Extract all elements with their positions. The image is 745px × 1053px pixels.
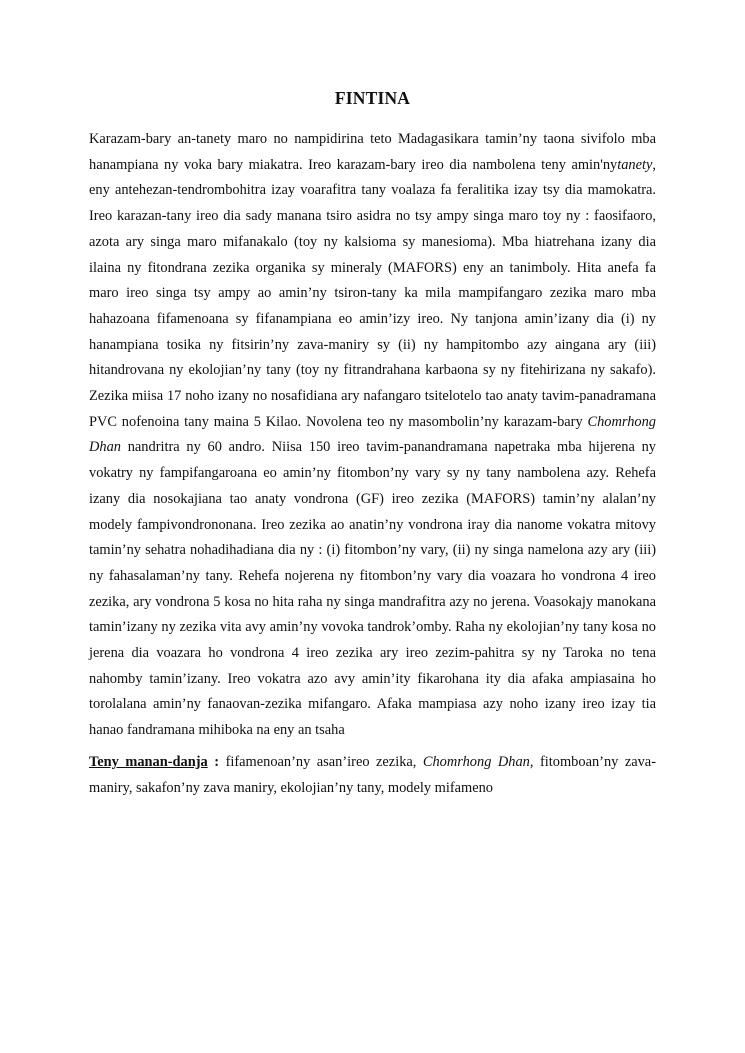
keywords-text-1: fifamenoan’ny asan’ireo zezika, [225, 753, 417, 770]
keywords-paragraph [89, 750, 656, 801]
abstract-italic-variety: Chomrhong Dhan [89, 413, 656, 456]
abstract-text-2: , eny antehezan-tendrombohitra izay voarafitra tany voalaza fa feralitika izay tsy dia mamokatra. Ireo karazan-tany ireo dia sady manana tsiro asidra no tsy ampy singa maro toy ny : faosifaoro, azota ary singa maro mifanakalo (toy ny kalsioma sy manesioma). Mba hiatrehana izany dia ilaina ny fitondrana zezika organika sy mineraly (MAFORS) eny an tanimboly. Hita anefa fa maro ireo singa tsy ampy ao amin’ny tsiron-tany ka mila mampifangaro zezika maro mba hahazoana fifamenoana sy fifanampiana eo amin’izy ireo. Ny tanjona amin’izany dia (i) ny hanampiana tosika ny fitsirin’ny zava-maniry sy (ii) ny hampitombo azy aingana ary (iii) hitandrovana ny ekolojian’ny tany (toy ny fitrandrahana karbaona sy ny fitehirizana ny sakafo). Zezika miisa 17 noho izany no nosafidiana ary nafangaro tsitelotelo tao anaty tavim-panadramana PVC nofenoina tany maina 5 Kilao. Novolena teo ny masombolin’ny karazam-bary [89, 156, 656, 430]
abstract-text-1: Karazam-bary an-tanety maro no nampidirina teto Madagasikara tamin’ny taona sivifolo mba hanampiana ny voka bary miakatra. Ireo karazam-bary ireo dia nambolena teny amin'ny [89, 131, 656, 173]
keywords-italic-variety: Chomrhong Dhan [422, 753, 530, 770]
abstract-text-3: nandritra ny 60 andro. Niisa 150 ireo tavim-panandramana napetraka mba hijerena ny vokatry ny fampifangaroana eo amin’ny fitombon’ny vary sy ny tany nambolena azy. Rehefa izany dia nosokajiana tao anaty vondrona (GF) ireo zezika (MAFORS) tamin’ny alalan’ny modely fampivondrononana. Ireo zezika ao anatin’ny vondrona iray dia nanome vokatra mitovy tamin’ny sehatra nohadihadiana dia ny : (i) fitombon’ny vary, (ii) ny singa namelona azy ary (iii) ny fahasalaman’ny tany. Rehefa nojerena ny fitombon’ny vary dia voazara ho vondrona 4 ireo zezika, ary vondrona 5 kosa no hita raha ny singa mandrafitra azy no jerena. Voasokajy manokana tamin’izany ny zezika vita avy amin’ny vovoka tandrok’omby. Raha ny ekolojian’ny tany kosa no jerena dia voazara ho vondrona 4 ireo zezika ary ireo zezim-pahitra sy ny Taroka no tena nahomby tamin’izany. Ireo vokatra azo avy amin’ity fikarohana ity dia afaka ampiasaina ho torolalana amin’ny fanaovan-zezika mifangaro. Afaka mampiasa azy noho izany ireo izay tia hanao fandramana mihiboka na eny an tsaha [89, 439, 656, 739]
keywords-colon: : [214, 753, 220, 770]
abstract-italic-tanety: tanety [617, 156, 653, 173]
document-page [89, 88, 656, 801]
page-title: FINTINA [334, 88, 411, 108]
abstract-paragraph [89, 127, 656, 744]
keywords-label: Teny manan-danja [89, 753, 208, 770]
keywords-text-2: , fitomboan’ny zava-maniry, sakafon’ny zava maniry, ekolojian’ny tany, modely mifameno [89, 753, 656, 796]
